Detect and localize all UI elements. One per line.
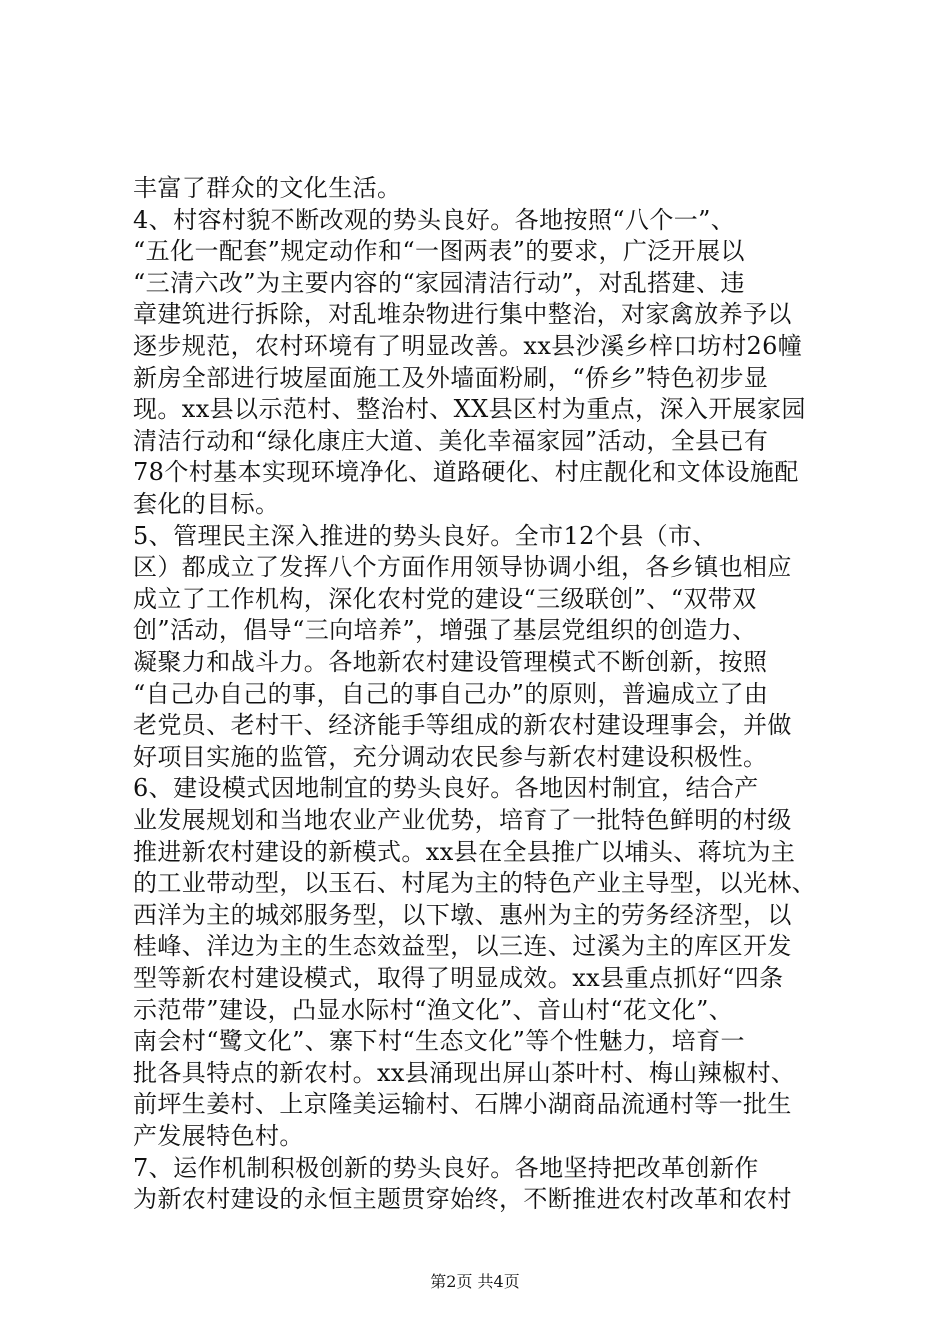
body-text-line: 型等新农村建设模式，取得了明显成效。xx县重点抓好“四条 bbox=[133, 964, 784, 992]
body-text-line: 成立了工作机构，深化农村党的建设“三级联创”、“双带双 bbox=[133, 585, 757, 613]
body-text-line: 产发展特色村。 bbox=[133, 1122, 304, 1150]
body-text-line: 推进新农村建设的新模式。xx县在全县推广以埔头、蒋坑为主 bbox=[133, 838, 796, 866]
body-text-line: 4、村容村貌不断改观的势头良好。各地按照“八个一”、 bbox=[133, 206, 736, 234]
body-text-line: 南会村“鹭文化”、寨下村“生态文化”等个性魅力，培育一 bbox=[133, 1027, 745, 1055]
body-text-line: 业发展规划和当地农业产业优势，培育了一批特色鲜明的村级 bbox=[133, 806, 792, 834]
body-text-line: 前坪生姜村、上京隆美运输村、石牌小湖商品流通村等一批生 bbox=[133, 1090, 792, 1118]
body-text-line: 桂峰、洋边为主的生态效益型，以三连、过溪为主的库区开发 bbox=[133, 932, 792, 960]
body-text-line: 凝聚力和战斗力。各地新农村建设管理模式不断创新，按照 bbox=[133, 648, 768, 676]
body-text-line: “三清六改”为主要内容的“家园清洁行动”，对乱搭建、违 bbox=[133, 269, 745, 297]
body-text-line: 批各具特点的新农村。xx县涌现出屏山茶叶村、梅山辣椒村、 bbox=[133, 1059, 796, 1087]
body-text-line: 6、建设模式因地制宜的势头良好。各地因村制宜，结合产 bbox=[133, 774, 759, 802]
body-text-line: 西洋为主的城郊服务型，以下墩、惠州为主的劳务经济型，以 bbox=[133, 901, 792, 929]
body-text-line: 创”活动，倡导“三向培养”，增强了基层党组织的创造力、 bbox=[133, 616, 757, 644]
body-text-line: 为新农村建设的永恒主题贯穿始终，不断推进农村改革和农村 bbox=[133, 1185, 792, 1213]
body-text-line: 丰富了群众的文化生活。 bbox=[133, 174, 402, 202]
body-text-line: 78个村基本实现环境净化、道路硬化、村庄靓化和文体设施配 bbox=[133, 458, 799, 486]
body-text-line: 老党员、老村干、经济能手等组成的新农村建设理事会，并做 bbox=[133, 711, 792, 739]
body-text-line: 逐步规范，农村环境有了明显改善。xx县沙溪乡梓口坊村26幢 bbox=[133, 332, 803, 360]
body-text-line: “自己办自己的事，自己的事自己办”的原则，普遍成立了由 bbox=[133, 680, 769, 708]
body-text-line: “五化一配套”规定动作和“一图两表”的要求，广泛开展以 bbox=[133, 237, 745, 265]
body-text-line: 区）都成立了发挥八个方面作用领导协调小组，各乡镇也相应 bbox=[133, 553, 792, 581]
body-text-line: 好项目实施的监管，充分调动农民参与新农村建设积极性。 bbox=[133, 743, 768, 771]
body-text-line: 套化的目标。 bbox=[133, 490, 280, 518]
body-text-line: 示范带”建设，凸显水际村“渔文化”、音山村“花文化”、 bbox=[133, 996, 734, 1024]
page-number-footer: 第2页 共4页 bbox=[430, 1272, 520, 1291]
body-text-line: 章建筑进行拆除，对乱堆杂物进行集中整治，对家禽放养予以 bbox=[133, 300, 792, 328]
body-text-line: 的工业带动型，以玉石、村尾为主的特色产业主导型，以光林、 bbox=[133, 869, 817, 897]
body-text-line: 7、运作机制积极创新的势头良好。各地坚持把改革创新作 bbox=[133, 1154, 759, 1182]
body-text-line: 现。xx县以示范村、整治村、XX县区村为重点，深入开展家园 bbox=[133, 395, 806, 423]
body-text-line: 新房全部进行坡屋面施工及外墙面粉刷，“侨乡”特色初步显 bbox=[133, 364, 769, 392]
body-text-line: 清洁行动和“绿化康庄大道、美化幸福家园”活动，全县已有 bbox=[133, 427, 769, 455]
body-text-line: 5、管理民主深入推进的势头良好。全市12个县（市、 bbox=[133, 522, 717, 550]
